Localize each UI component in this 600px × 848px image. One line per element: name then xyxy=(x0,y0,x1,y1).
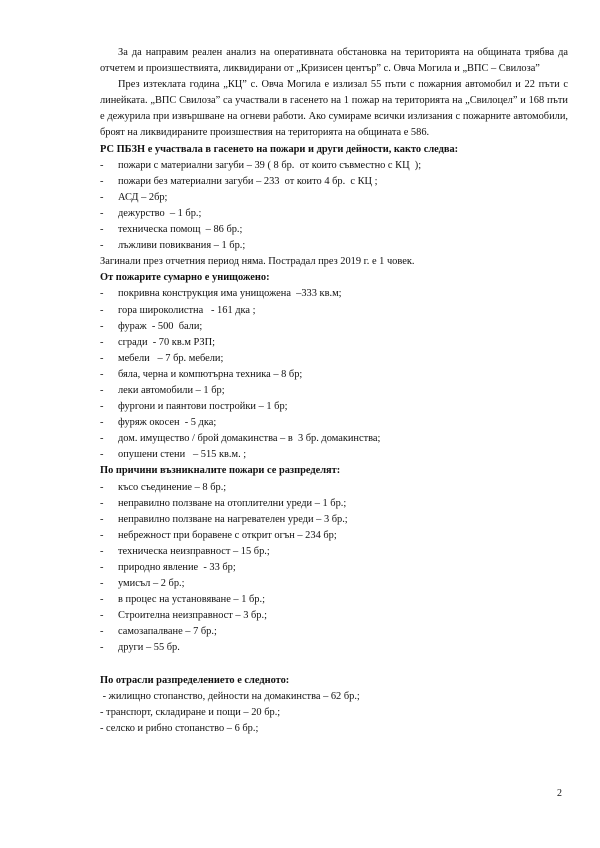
list-item-text: АСД – 2бр; xyxy=(118,191,168,203)
list-item-text: опушени стени – 515 кв.м. ; xyxy=(118,449,247,461)
casualties-note: Загинали през отчетния период няма. Пострадал през 2019 г. е 1 човек. xyxy=(100,256,415,268)
page-number: 2 xyxy=(557,788,562,799)
list-item: - жилищно стопанство, дейности на домакинства – 62 бр.; xyxy=(100,690,360,702)
list-item xyxy=(100,544,568,560)
list-item xyxy=(100,399,568,415)
intro-paragraph-1: За да направим реален анализ на оперативната обстановка на територията на общината трябва да отчетем и произшествията, ликвидирани от „Кризисен център” с. Овча Могила и „ВПС – Свилоза” xyxy=(100,47,568,75)
list-item xyxy=(100,496,568,512)
list-bullet: - xyxy=(100,368,104,380)
list-item-text: Строителна неизправност – 3 бр.; xyxy=(118,610,267,622)
list-item xyxy=(100,238,568,254)
list-item-text: неправилно ползване на отоплителни уреди – 1 бр.; xyxy=(118,497,347,509)
list-bullet: - xyxy=(100,578,104,590)
list-item xyxy=(100,190,568,206)
section-heading-destroyed: От пожарите сумарно е унищожено: xyxy=(100,272,270,284)
list-bullet: - xyxy=(100,529,104,541)
list-bullet: - xyxy=(100,191,104,203)
list-item xyxy=(100,640,568,656)
fire-causes-list xyxy=(100,480,568,657)
list-item-text: гора широколистна - 161 дка ; xyxy=(118,304,256,316)
list-item-text: фургони и паянтови постройки – 1 бр; xyxy=(118,401,288,413)
list-item-text: късо съединение – 8 бр.; xyxy=(118,481,227,493)
list-bullet: - xyxy=(100,320,104,332)
list-item xyxy=(100,447,568,463)
list-item xyxy=(100,415,568,431)
list-item xyxy=(100,608,568,624)
list-item-text: самозапалване – 7 бр.; xyxy=(118,626,217,638)
list-item-text: техническа помощ – 86 бр.; xyxy=(118,224,243,236)
sectors-list xyxy=(100,689,568,737)
list-item-text: природно явление - 33 бр; xyxy=(118,562,236,573)
list-item-text: дежурство – 1 бр.; xyxy=(118,207,202,219)
list-item xyxy=(100,383,568,399)
spacer xyxy=(100,657,568,673)
list-item-text: сгради - 70 кв.м РЗП; xyxy=(118,336,215,348)
list-bullet: - xyxy=(100,175,104,187)
section-heading-sectors: По отрасли разпределението е следното: xyxy=(100,674,290,686)
list-item xyxy=(100,624,568,640)
list-item-text: покривна конструкция има унищожена –333 кв.м; xyxy=(118,288,342,300)
list-bullet: - xyxy=(100,352,104,364)
list-bullet: - xyxy=(100,497,104,509)
list-item-text: дом. имущество / брой домакинства – в 3 бр. домакинства; xyxy=(118,433,381,445)
destroyed-items-list xyxy=(100,286,568,463)
list-item-text: мебели – 7 бр. мебели; xyxy=(118,352,224,364)
list-bullet: - xyxy=(100,481,104,493)
list-item-text: фураж - 500 бали; xyxy=(118,320,203,332)
list-item xyxy=(100,206,568,222)
list-bullet: - xyxy=(100,449,104,461)
list-item xyxy=(100,528,568,544)
list-item xyxy=(100,560,568,576)
intro-paragraph-2: През изтеклата година „КЦ” с. Овча Могила е излизал 55 пъти с пожарния автомобил и 22 пъти с линейката. „ВПС Свилоза” са участвали в гасенето на 1 пожар на територията на „Свилоцел” и 168 пъти е дежурила при извършване на огневи работи. Ако сумираме всички излизания с пожарните автомобили, броят на ликвидираните произшествия на територията на общината е 586. xyxy=(100,79,568,139)
list-item xyxy=(100,431,568,447)
fire-activity-list xyxy=(100,158,568,255)
list-bullet: - xyxy=(100,304,104,316)
list-item xyxy=(100,480,568,496)
list-item-text: умисъл – 2 бр.; xyxy=(118,578,185,590)
list-item xyxy=(100,319,568,335)
list-bullet: - xyxy=(100,626,104,638)
section-heading-causes: По причини възникналите пожари се разпределят: xyxy=(100,465,341,477)
list-item xyxy=(100,174,568,190)
list-item-text: техническа неизправност – 15 бр.; xyxy=(118,545,270,557)
list-item xyxy=(100,286,568,302)
list-bullet: - xyxy=(100,224,104,236)
list-bullet: - xyxy=(100,642,104,654)
list-item xyxy=(100,576,568,592)
list-bullet: - xyxy=(100,417,104,429)
list-item xyxy=(100,592,568,608)
list-item xyxy=(100,222,568,238)
list-bullet: - xyxy=(100,288,104,300)
list-item-text: леки автомобили – 1 бр; xyxy=(118,384,225,396)
list-bullet: - xyxy=(100,545,104,557)
list-bullet: - xyxy=(100,207,104,219)
page-content xyxy=(100,45,568,737)
list-bullet: - xyxy=(100,384,104,396)
list-item-text: лъжливи повиквания – 1 бр.; xyxy=(118,240,246,252)
list-item xyxy=(100,512,568,528)
list-item xyxy=(100,335,568,351)
list-bullet: - xyxy=(100,159,104,171)
list-item-text: пожари с материални загуби – 39 ( 8 бр. от които съвместно с КЦ ); xyxy=(118,159,422,171)
list-bullet: - xyxy=(100,433,104,445)
list-item-text: небрежност при боравене с открит огън – 234 бр; xyxy=(118,529,337,541)
list-item-text: бяла, черна и компютърна техника – 8 бр; xyxy=(118,368,303,380)
list-bullet: - xyxy=(100,401,104,413)
list-item-text: пожари без материални загуби – 233 от които 4 бр. с КЦ ; xyxy=(118,175,378,187)
list-item: - транспорт, складиране и пощи – 20 бр.; xyxy=(100,706,281,718)
list-item-text: фуряж окосен - 5 дка; xyxy=(118,417,217,429)
list-item xyxy=(100,351,568,367)
list-item xyxy=(100,367,568,383)
list-item xyxy=(100,158,568,174)
section-heading-fire-activity: РС ПБЗН е участвала в гасенето на пожари и други дейности, както следва: xyxy=(100,143,459,155)
list-bullet: - xyxy=(100,594,104,606)
list-item: - селско и рибно стопанство – 6 бр.; xyxy=(100,722,259,734)
list-bullet: - xyxy=(100,610,104,622)
list-bullet: - xyxy=(100,240,104,252)
list-item xyxy=(100,303,568,319)
list-bullet: - xyxy=(100,513,104,525)
list-bullet: - xyxy=(100,336,104,348)
list-item-text: неправилно ползване на нагревателен уреди – 3 бр.; xyxy=(118,513,348,525)
list-item-text: в процес на установяване – 1 бр.; xyxy=(118,594,265,606)
list-bullet: - xyxy=(100,562,104,573)
list-item-text: други – 55 бр. xyxy=(118,642,180,654)
